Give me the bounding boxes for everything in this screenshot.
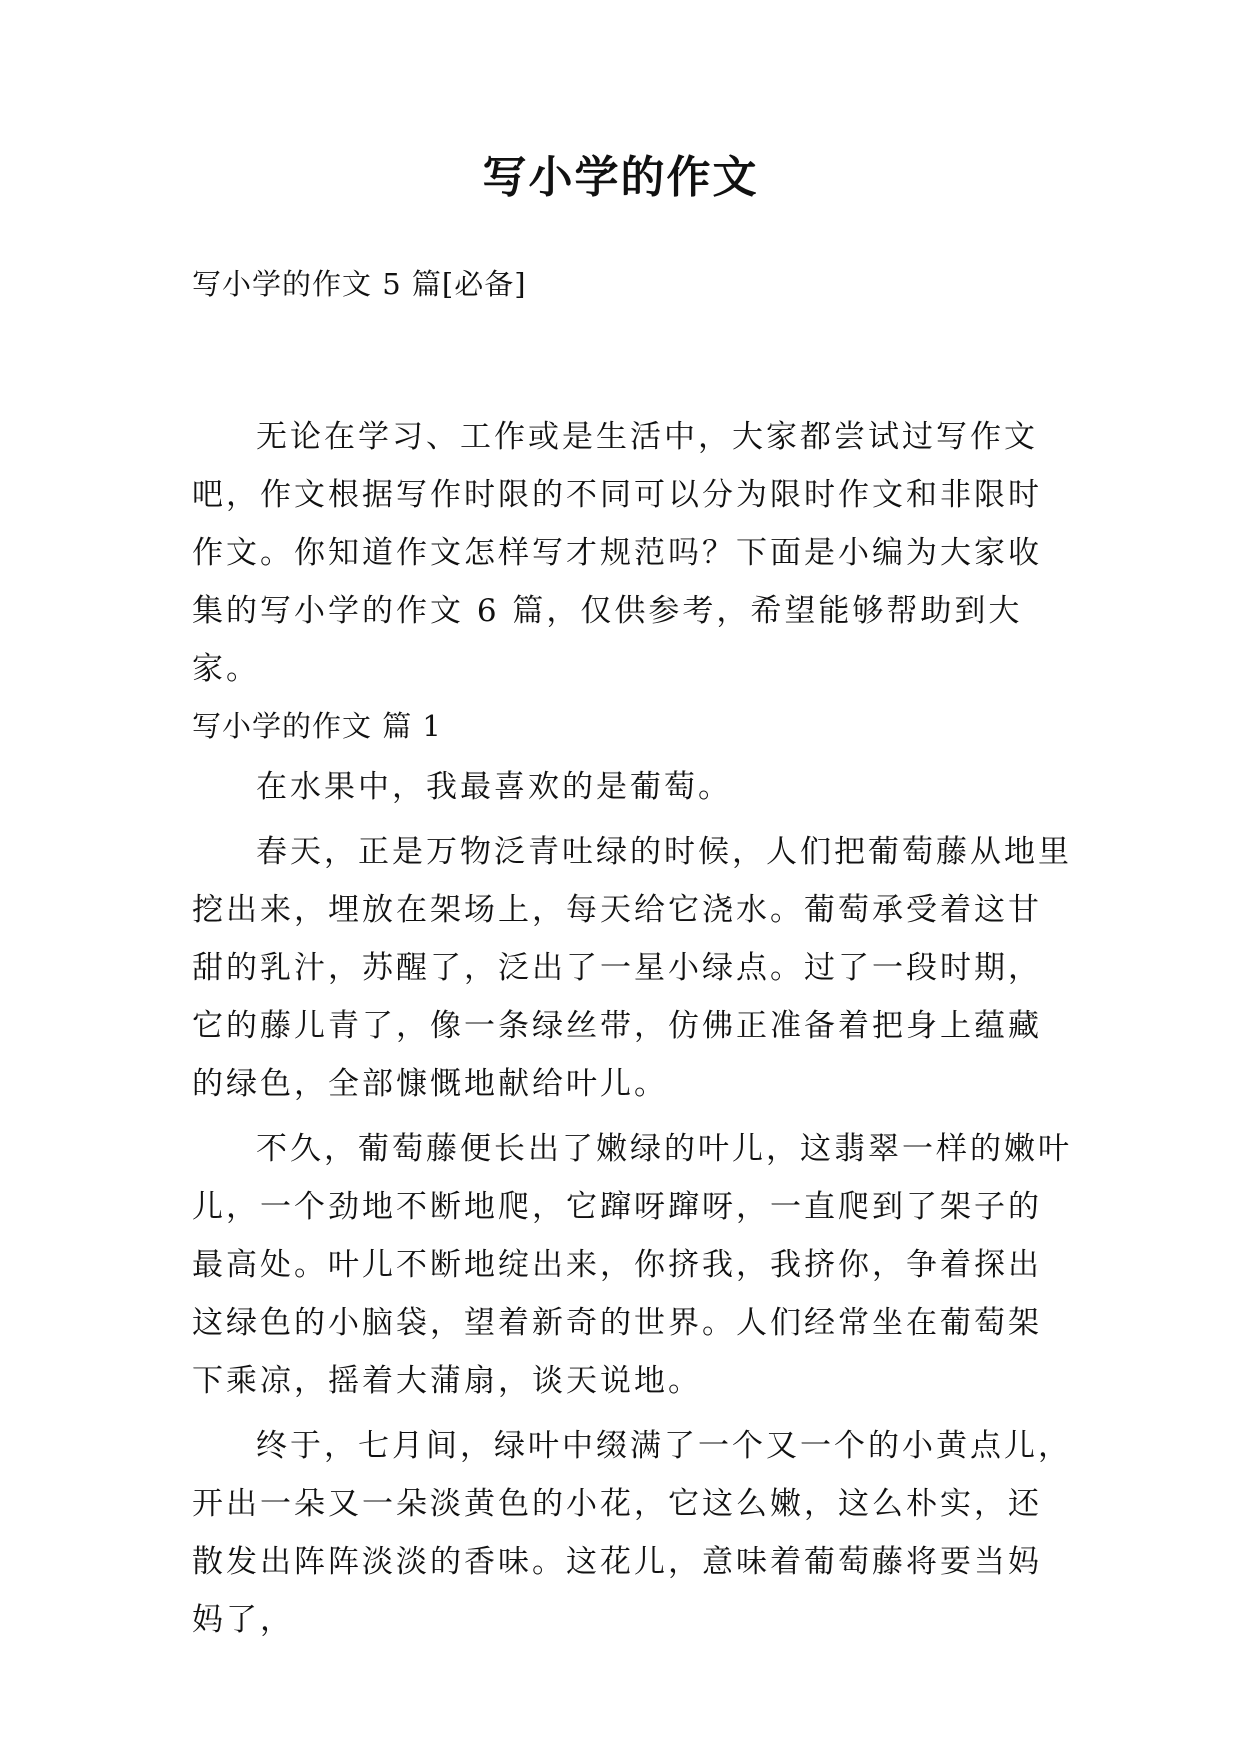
document-subtitle: 写小学的作文 5 篇[必备] <box>192 267 527 301</box>
essay-paragraph: 不久，葡萄藤便长出了嫩绿的叶儿，这翡翠一样的嫩叶儿，一个劲地不断地爬，它蹿呀蹿呀，一直爬到了架子的最高处。叶儿不断地绽出来，你挤我，我挤你，争着探出这绿色的小脑袋，望着新奇的世界。人们经常坐在葡萄架下乘凉，摇着大蒲扇，谈天说地。 <box>192 1131 1072 1399</box>
essay-paragraph: 终于，七月间，绿叶中缀满了一个又一个的小黄点儿，开出一朵又一朵淡黄色的小花，它这么嫩，这么朴实，还散发出阵阵淡淡的香味。这花儿，意味着葡萄藤将要当妈妈了， <box>192 1428 1072 1638</box>
essay-paragraph: 在水果中，我最喜欢的是葡萄。 <box>256 769 732 805</box>
document-title: 写小学的作文 <box>482 152 759 203</box>
essay-paragraph: 春天，正是万物泛青吐绿的时候，人们把葡萄藤从地里挖出来，埋放在架场上，每天给它浇水。葡萄承受着这甘甜的乳汁，苏醒了，泛出了一星小绿点。过了一段时期，它的藤儿青了，像一条绿丝带，仿佛正准备着把身上蕴藏的绿色，全部慷慨地献给叶儿。 <box>192 834 1072 1102</box>
essay-body <box>192 758 1072 1656</box>
section-heading: 写小学的作文 篇 1 <box>192 709 442 743</box>
intro-paragraph: 无论在学习、工作或是生活中，大家都尝试过写作文吧，作文根据写作时限的不同可以分为限时作文和非限时作文。你知道作文怎样写才规范吗？下面是小编为大家收集的写小学的作文 6 篇，仅供参考，希望能够帮助到大家。 <box>192 419 1042 687</box>
